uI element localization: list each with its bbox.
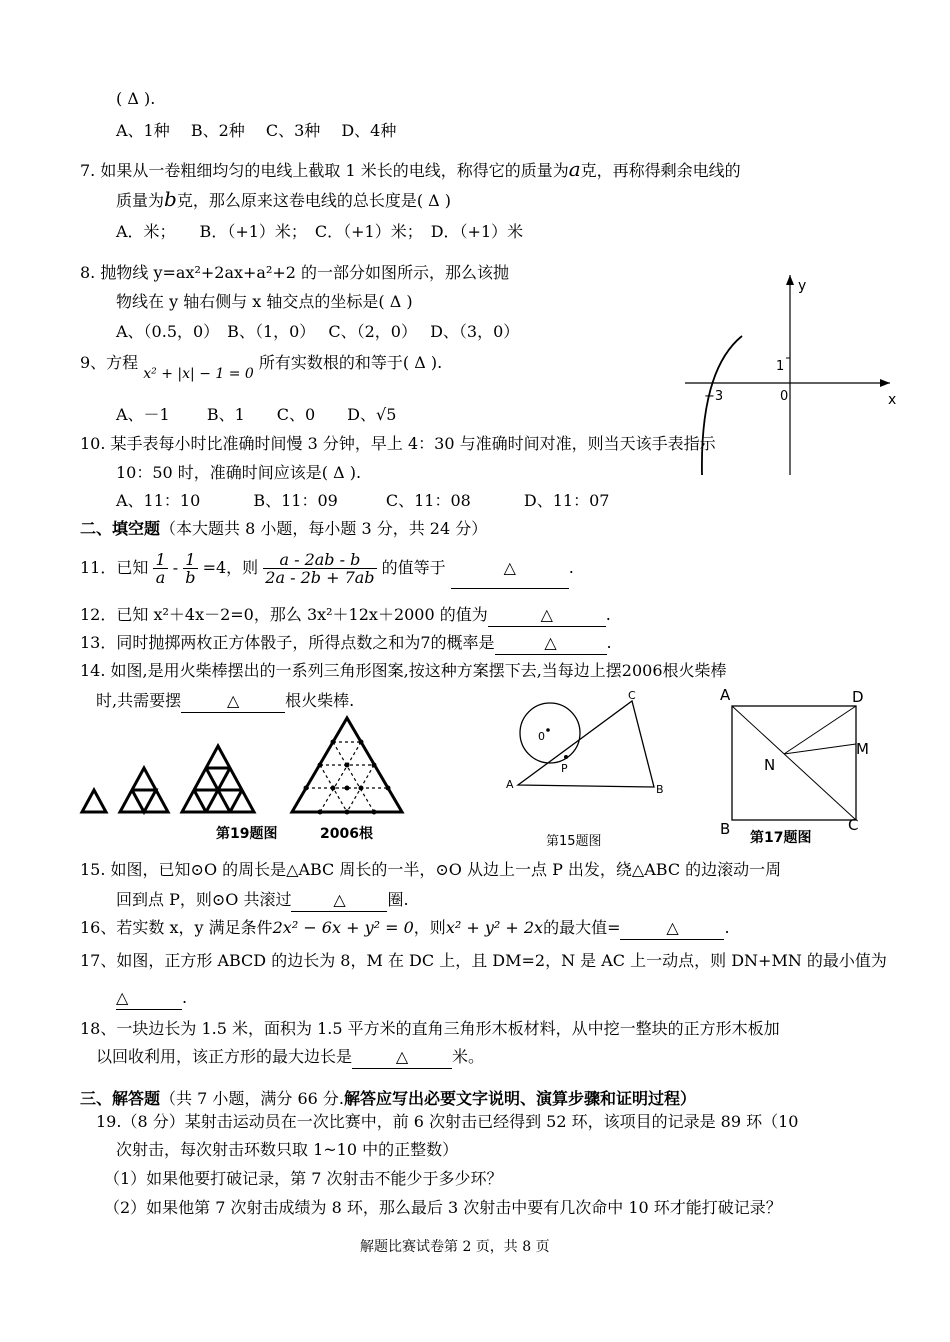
fig15-label-o: 0 bbox=[538, 730, 545, 743]
fig17-label-a: A bbox=[720, 686, 731, 704]
fig17-label-b: B bbox=[720, 820, 731, 838]
graph-minus3-label: −3 bbox=[704, 389, 724, 404]
section2-heading: 二、填空题（本大题共 8 小题，每小题 3 分，共 24 分） bbox=[80, 519, 488, 538]
q10-options: A、11：10 B、11：09 C、11：08 D、11：07 bbox=[116, 491, 610, 510]
q18-line2: 以回收利用，该正方形的最大边长是 △ 米。 bbox=[96, 1046, 484, 1069]
fig19-caption: 第19题图 bbox=[216, 826, 278, 842]
q8-line1: 8. 抛物线 y=ax²+2ax+a²+2 的一部分如图所示，那么该抛 bbox=[80, 263, 510, 282]
q13-blank: △ bbox=[495, 632, 607, 655]
fig15-label-a: A bbox=[506, 778, 514, 791]
q12-line: 12．已知 x²＋4x－2=0，那么 3x²＋12x＋2000 的值为 △ . bbox=[80, 604, 611, 627]
q19-sub2: （2）如果他第 7 次射击成绩为 8 环，那么最后 3 次射击中要有几次命中 10 环才能打破记录？ bbox=[104, 1198, 782, 1217]
q7-line2: 质量为b克，那么原来这卷电线的总长度是( Δ ) bbox=[116, 187, 452, 211]
q10-line1: 10. 某手表每小时比准确时间慢 3 分钟，早上 4：30 与准确时间对准，则当天该手表指示 bbox=[80, 434, 716, 453]
q9-line: 9、方程 x² + |x| − 1 = 0 所有实数根的和等于( Δ ). bbox=[80, 353, 443, 382]
q17-blank: △ bbox=[116, 987, 182, 1010]
q11-line: 11．已知 $\frac{1}{a}$ - $\frac{1}{b}$ =4，则 $\frac{a - 2ab - b}{2a - 2b + 7ab}$ 的值等于 △ . bbox=[80, 550, 574, 587]
graph-x-label: x bbox=[888, 392, 897, 408]
graph-y-label: y bbox=[798, 278, 807, 294]
section3-heading: 三、解答题（共 7 小题，满分 66 分.解答应写出必要文字说明、演算步骤和证明过程） bbox=[80, 1089, 697, 1108]
fig15-caption: 第15题图 bbox=[546, 834, 602, 849]
q17-line2: △ . bbox=[116, 987, 187, 1010]
q16-blank: △ bbox=[620, 917, 724, 940]
q14-line1: 14. 如图,是用火柴棒摆出的一系列三角形图案,按这种方案摆下去,当每边上摆2006根火柴棒 bbox=[80, 661, 727, 680]
fig17-diagram bbox=[712, 684, 882, 846]
q9-equation: x² + |x| − 1 = 0 bbox=[143, 366, 254, 382]
fig17-label-n: N bbox=[764, 756, 776, 774]
fig17-label-c: C bbox=[848, 816, 859, 834]
q8-options: A、（0.5，0） B、（1，0） C、（2，0） D、（3，0） bbox=[116, 322, 520, 341]
fig17-label-d: D bbox=[852, 688, 864, 706]
q6-tail: ( Δ ). bbox=[116, 89, 156, 108]
q15-line1: 15. 如图，已知⊙O 的周长是△ABC 周长的一半，⊙O 从边上一点 P 出发，绕△ABC 的边滚动一周 bbox=[80, 860, 782, 879]
q17-line1: 17、如图，正方形 ABCD 的边长为 8，M 在 DC 上，且 DM=2，N 是 AC 上一动点，则 DN+MN 的最小值为 bbox=[80, 951, 887, 970]
q8-line2: 物线在 y 轴右侧与 x 轴交点的坐标是( Δ ) bbox=[116, 292, 413, 311]
q18-blank: △ bbox=[352, 1046, 452, 1069]
fig15-label-c: C bbox=[628, 689, 636, 702]
q14-blank: △ bbox=[181, 690, 285, 713]
fig17-label-m: M bbox=[856, 740, 869, 758]
q11-blank: △ bbox=[451, 548, 569, 589]
q12-blank: △ bbox=[488, 604, 606, 627]
fig19-label: 2006根 bbox=[320, 826, 373, 842]
q19-line1: 19.（8 分）某射击运动员在一次比赛中，前 6 次射击已经得到 52 环，该项目的记录是 89 环（10 bbox=[96, 1112, 799, 1131]
q19-sub1: （1）如果他要打破记录，第 7 次射击不能少于多少环？ bbox=[104, 1169, 503, 1188]
fig15-label-b: B bbox=[656, 783, 664, 796]
graph-zero-label: 0 bbox=[780, 389, 789, 404]
q18-line1: 18、一块边长为 1.5 米，面积为 1.5 平方米的直角三角形木板材料，从中挖一整块的正方形木板加 bbox=[80, 1019, 780, 1038]
q10-line2: 10：50 时，准确时间应该是( Δ ). bbox=[116, 463, 362, 482]
q15-blank: △ bbox=[291, 889, 387, 912]
fig15-diagram bbox=[502, 685, 682, 855]
fig19-triangles bbox=[76, 712, 412, 848]
q19-line2: 次射击，每次射击环数只取 1~10 中的正整数） bbox=[116, 1140, 459, 1159]
q13-line: 13．同时抛掷两枚正方体骰子，所得点数之和为7的概率是 △ . bbox=[80, 632, 612, 655]
q15-line2: 回到点 P，则⊙O 共滚过 △ 圈. bbox=[116, 889, 409, 912]
q7-line1: 7. 如果从一卷粗细均匀的电线上截取 1 米长的电线，称得它的质量为a克，再称得剩余电线的 bbox=[80, 157, 741, 181]
page-footer: 解题比赛试卷第 2 页，共 8 页 bbox=[360, 1239, 550, 1255]
fig17-caption: 第17题图 bbox=[750, 830, 812, 846]
q9-options: A、－1 B、1 C、0 D、√5 bbox=[116, 405, 397, 424]
q16-line: 16、若实数 x，y 满足条件2x² − 6x + y² = 0，则x² + y² + 2x的最大值= △ . bbox=[80, 917, 730, 940]
q14-line2: 时,共需要摆 △ 根火柴棒. bbox=[96, 690, 354, 713]
q7-options: A．米； B．（+1）米； C．（+1）米； D．（+1）米 bbox=[116, 222, 524, 241]
q6-options: A、1种 B、2种 C、3种 D、4种 bbox=[116, 121, 397, 140]
fig15-label-p: P bbox=[561, 762, 568, 775]
graph-one-label: 1 bbox=[776, 359, 785, 374]
